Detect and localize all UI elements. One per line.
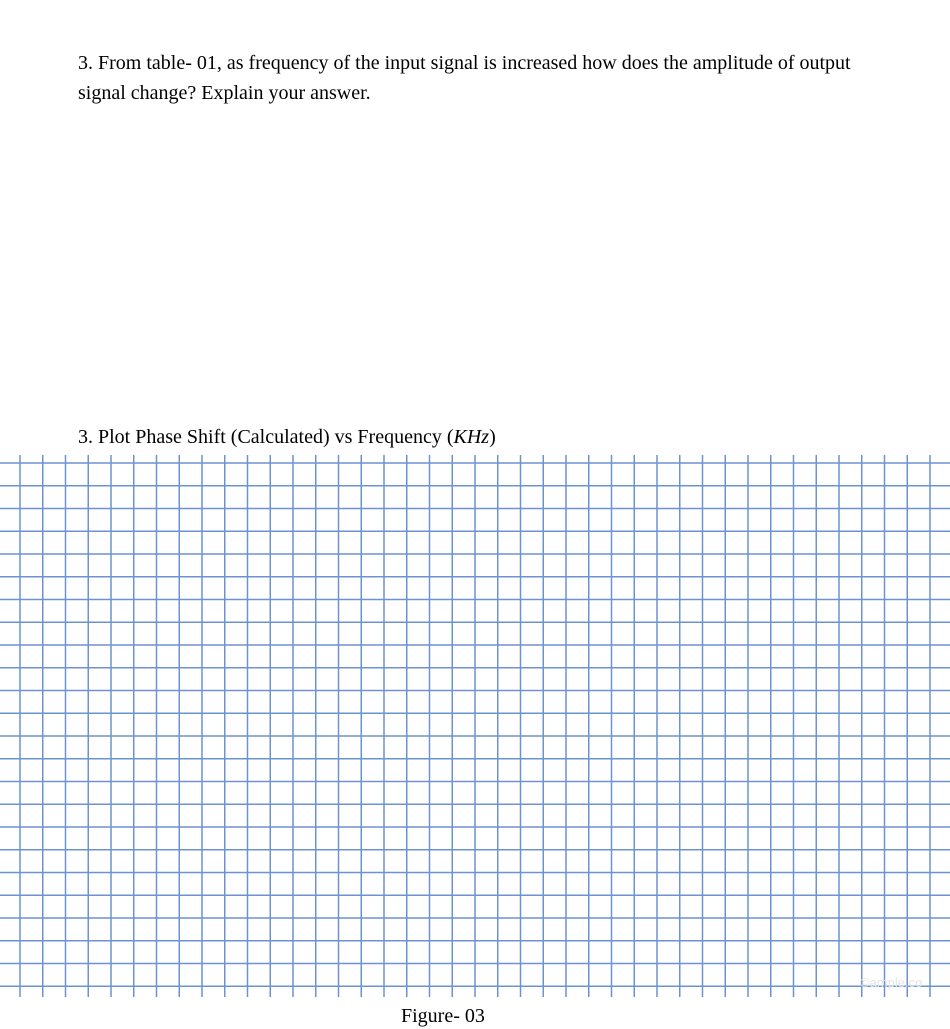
watermark: ©ample.co [860,975,923,990]
plot-instruction-close: ) [489,426,496,448]
graph-paper-grid [0,455,950,997]
question-3-plot-instruction [78,422,496,452]
plot-instruction-text: 3. Plot Phase Shift (Calculated) vs Frequency ( [78,426,454,448]
figure-caption: Figure- 03 [401,1005,485,1027]
frequency-unit: KHz [453,426,490,448]
question-3-amplitude-text: 3. From table- 01, as frequency of the input signal is increased how does the amplitude of output signal change? Explain your answer. [78,52,851,104]
